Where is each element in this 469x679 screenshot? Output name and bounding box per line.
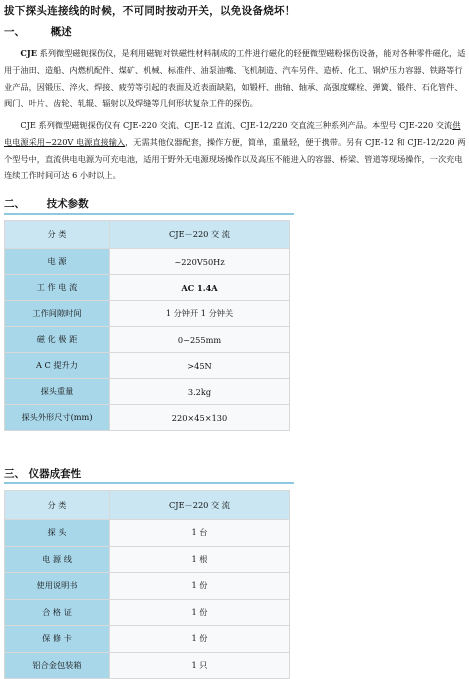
table-row [5,599,290,626]
brand-text: CJE [20,48,38,58]
row-value: 220×45×130 [110,405,290,431]
section-divider [4,213,294,215]
section-number: 一、 [4,26,25,38]
row-label: 探头重量 [5,379,110,405]
row-label: 探头外形尺寸(mm) [5,405,110,431]
table-row [5,379,290,405]
row-label: 合 格 证 [5,599,110,626]
row-value: 1 份 [110,626,290,653]
row-value: 1 台 [110,520,290,547]
table-header-row [5,221,290,249]
row-label: 保 修 卡 [5,626,110,653]
row-value: 1 份 [110,573,290,600]
row-value: 3.2kg [110,379,290,405]
table-header-value: CJE－220 交 流 [110,221,290,249]
section-number: 二、 [4,198,25,210]
row-value: ~220V50Hz [110,249,290,275]
row-label: 使用说明书 [5,573,110,600]
table-row [5,652,290,679]
overview-text-a: CJE 系列微型磁轭探伤仪有 CJE-220 交流、CJE-12 直流、CJE-12/220 交直流三种系列产品。本型号 CJE-220 交流 [20,120,453,130]
table-header-row [5,491,290,520]
warning-notice: 拔下探头连接线的时候，不可同时按动开关，以免设备烧坏！ [4,5,296,17]
row-value: 0~255mm [110,327,290,353]
row-value: 1 份 [110,599,290,626]
table-row [5,573,290,600]
row-value: 1 分钟开 1 分钟关 [110,301,290,327]
table-row [5,301,290,327]
table-row [5,249,290,275]
row-label: 电 源 [5,249,110,275]
section-heading-specs [4,196,89,211]
table-row [5,353,290,379]
table-row [5,626,290,653]
section-heading-kit [4,466,81,481]
table-row [5,327,290,353]
section-title: 仪器成套性 [28,468,82,480]
table-header-label: 分 类 [5,221,110,249]
section-title: 技术参数 [46,198,89,210]
overview-text: 系列微型磁轭探伤仪，是利用磁轭对铁磁性材料制成的工件进行磁化的轻便微型磁粉探伤设备，能对各种零件磁化，适用于油田、造船、内燃机配件、煤矿、机械、标准件、油泵油嘴、飞机制造、汽车另件、造桥、化工、锅炉压力容器、铁路等行业产品，因锻压、淬火、焊接、疲劳等引起的表面及近表面缺陷，如锻杆、曲轴、轴承、高强度螺栓、弹簧、锻件、石化管件、阀门、叶片、齿轮、轧辊、辐射以及焊缝等几何形状复杂工件的探伤。 [4,48,466,109]
table-header-value: CJE－220 交 流 [110,491,290,520]
row-label: 磁 化 极 距 [5,327,110,353]
row-value: AC 1.4A [110,275,290,301]
table-row [5,546,290,573]
table-row [5,405,290,431]
overview-text-underlined: 供电电源采用~220V 电源直接输入 [4,120,461,147]
row-value: 1 只 [110,652,290,679]
overview-text-c: ，无需其他仪器配套，操作方便，简单，重量轻，便于携带。另有 CJE-12 和 CJE-12/220 两个型号中，直流供电电源为可充电池，适用于野外无电源现场操作以及高压不能进入的容器、桥梁、管道等现场操作，一次充电连续工作时间可达 6 小时以上。 [4,136,466,181]
section-number: 三、 [4,468,25,480]
section-title: 概述 [50,26,72,38]
row-label: 探 头 [5,520,110,547]
row-value: 1 根 [110,546,290,573]
table-row [5,275,290,301]
row-label: 电 源 线 [5,546,110,573]
row-value: >45N [110,353,290,379]
overview-paragraph-1 [4,45,467,112]
specs-table [4,220,290,431]
kit-table [4,490,290,679]
row-label: 工 作 电 流 [5,275,110,301]
section-heading-overview [4,24,72,39]
table-row [5,520,290,547]
table-header-label: 分 类 [5,491,110,520]
overview-paragraph-2 [4,117,467,184]
row-label: 铝合金包装箱 [5,652,110,679]
row-label: 工作间隙时间 [5,301,110,327]
row-label: A C 提升力 [5,353,110,379]
section-divider [4,482,294,484]
